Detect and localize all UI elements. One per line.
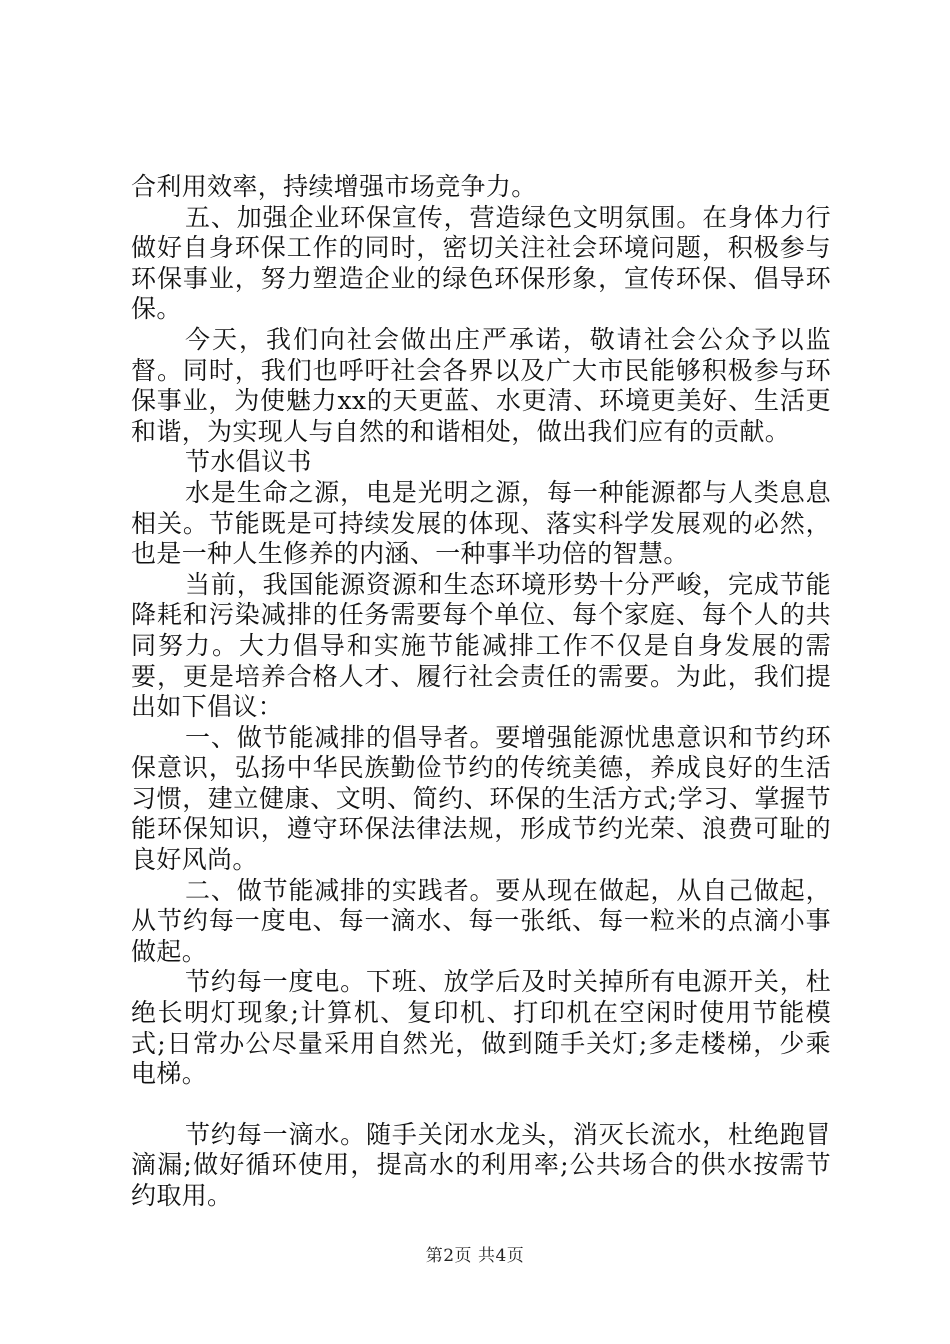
paragraph-commitment: 今天，我们向社会做出庄严承诺，敬请社会公众予以监督。同时，我们也呼吁社会各界以及广大市民能够积极参与环保事业，为使魅力xx的天更蓝、水更清、环境更美好、生活更和谐，为实现人与自然的和谐相处，做出我们应有的贡献。 <box>131 324 831 446</box>
paragraph-intro: 水是生命之源，电是光明之源，每一种能源都与人类息息相关。节能既是可持续发展的体现、落实科学发展观的必然，也是一种人生修养的内涵、一种事半功倍的智慧。 <box>131 477 831 569</box>
paragraph-save-water: 节约每一滴水。随手关闭水龙头，消灭长流水，杜绝跑冒滴漏;做好循环使用，提高水的利用率;公共场合的供水按需节约取用。 <box>131 1119 831 1210</box>
paragraph-save-electricity: 节约每一度电。下班、放学后及时关掉所有电源开关，杜绝长明灯现象;计算机、复印机、打印机在空闲时使用节能模式;日常办公尽量采用自然光，做到随手关灯;多走楼梯，少乘电梯。 <box>131 967 831 1089</box>
paragraph-point-five: 五、加强企业环保宣传，营造绿色文明氛围。在身体力行做好自身环保工作的同时，密切关注社会环境问题，积极参与环保事业，努力塑造企业的绿色环保形象，宣传环保、倡导环保。 <box>131 202 831 324</box>
section-title-water-saving: 节水倡议书 <box>185 447 312 477</box>
document-body <box>131 172 831 1212</box>
paragraph-point-two: 二、做节能减排的实践者。要从现在做起，从自己做起，从节约每一度电、每一滴水、每一张纸、每一粒米的点滴小事做起。 <box>131 875 831 966</box>
paragraph-continuation: 合利用效率，持续增强市场竞争力。 <box>131 172 537 201</box>
page-number-footer: 第2页 共4页 <box>425 1246 525 1266</box>
paragraph-current-situation: 当前，我国能源资源和生态环境形势十分严峻，完成节能降耗和污染减排的任务需要每个单位、每个家庭、每个人的共同努力。大力倡导和实施节能减排工作不仅是自身发展的需要，更是培养合格人才、履行社会责任的需要。为此，我们提出如下倡议： <box>131 569 831 722</box>
paragraph-point-one: 一、做节能减排的倡导者。要增强能源忧患意识和节约环保意识，弘扬中华民族勤俭节约的传统美德，养成良好的生活习惯，建立健康、文明、简约、环保的生活方式;学习、掌握节能环保知识，遵守环保法律法规，形成节约光荣、浪费可耻的良好风尚。 <box>131 722 831 875</box>
